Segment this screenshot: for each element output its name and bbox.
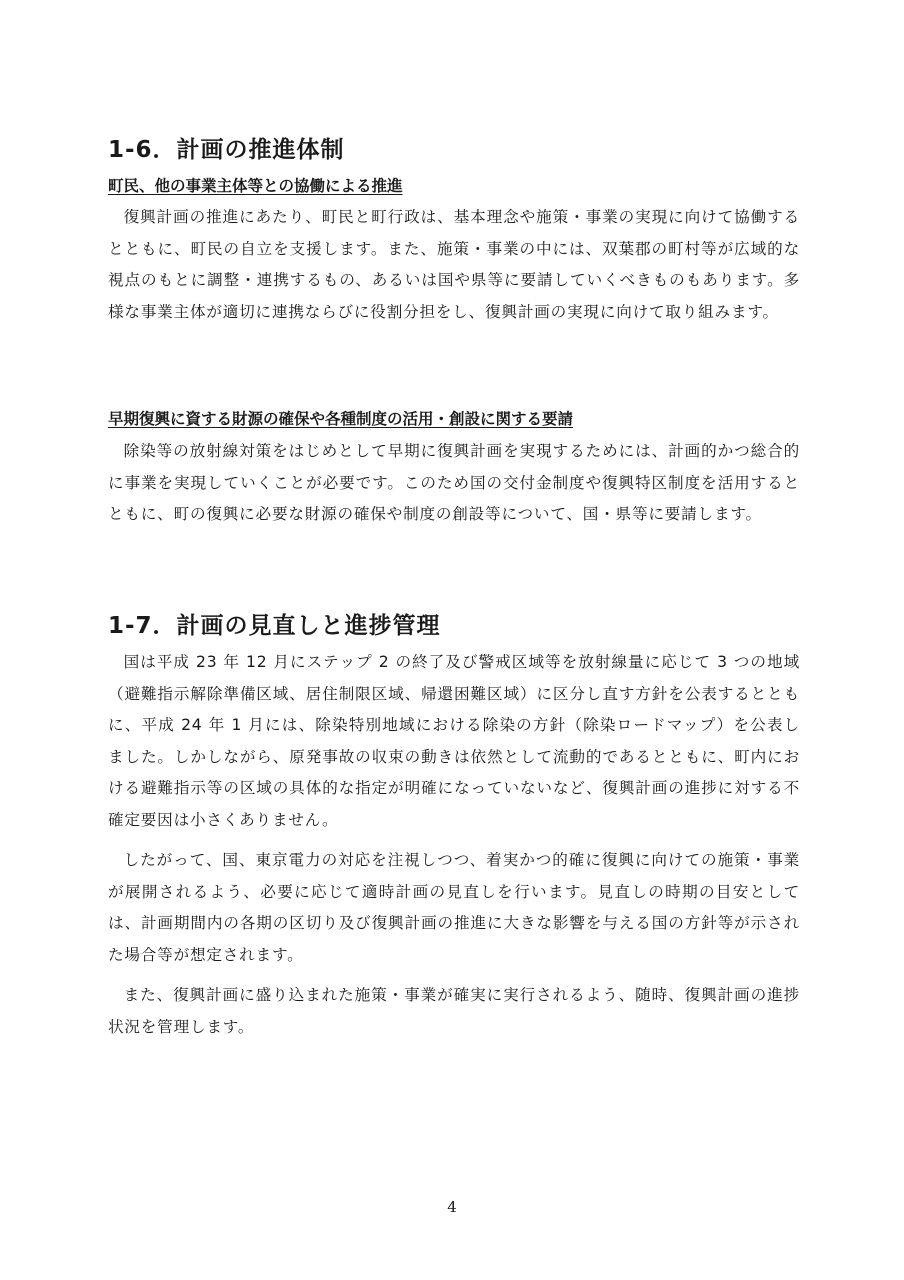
paragraph-funding-request: 除染等の放射線対策をはじめとして早期に復興計画を実現するためには、計画的かつ総合的に事業を実現していくことが必要です。このため国の交付金制度や復興特区制度を活用するとともに、町の復興に必要な財源の確保や制度の創設等について、国・県等に要請します。 [108,442,800,523]
subsection-title-funding-request: 早期復興に資する財源の確保や各種制度の活用・創設に関する要請 [108,410,574,428]
subsection-title-collaboration: 町民、他の事業主体等との協働による推進 [108,177,403,195]
page-number: 4 [447,1198,457,1216]
paragraph-progress-management: また、復興計画に盛り込まれた施策・事業が確実に実行されるよう、随時、復興計画の進捗状況を管理します。 [108,986,800,1036]
paragraph-government-policy: 国は平成 23 年 12 月にステップ 2 の終了及び警戒区域等を放射線量に応じて 3 つの地域（避難指示解除準備区域、居住制限区域、帰還困難区域）に区分し直す方針を公表するとともに、平成 24 年 1 月には、除染特別地域における除染の方針（除染ロードマップ）を公表しました。しかしながら、原発事故の収束の動きは依然として流動的であるとともに、町内における避難指示等の区域の具体的な指定が明確になっていないなど、復興計画の進捗に対する不確定要因は小さくありません。 [108,653,800,829]
section-heading-1-6: 1-6．計画の推進体制 [108,137,345,163]
paragraph-plan-review: したがって、国、東京電力の対応を注視しつつ、着実かつ的確に復興に向けての施策・事業が展開されるよう、必要に応じて適時計画の見直しを行います。見直しの時期の目安としては、計画期間内の各期の区切り及び復興計画の推進に大きな影響を与える国の方針等が示された場合等が想定されます。 [108,851,800,964]
paragraph-collaboration: 復興計画の推進にあたり、町民と町行政は、基本理念や施策・事業の実現に向けて協働するとともに、町民の自立を支援します。また、施策・事業の中には、双葉郡の町村等が広域的な視点のもとに調整・連携するもの、あるいは国や県等に要請していくべきものもあります。多様な事業主体が適切に連携ならびに役割分担をし、復興計画の実現に向けて取り組みます。 [108,208,800,321]
section-heading-1-7: 1-7．計画の見直しと進捗管理 [108,613,441,639]
